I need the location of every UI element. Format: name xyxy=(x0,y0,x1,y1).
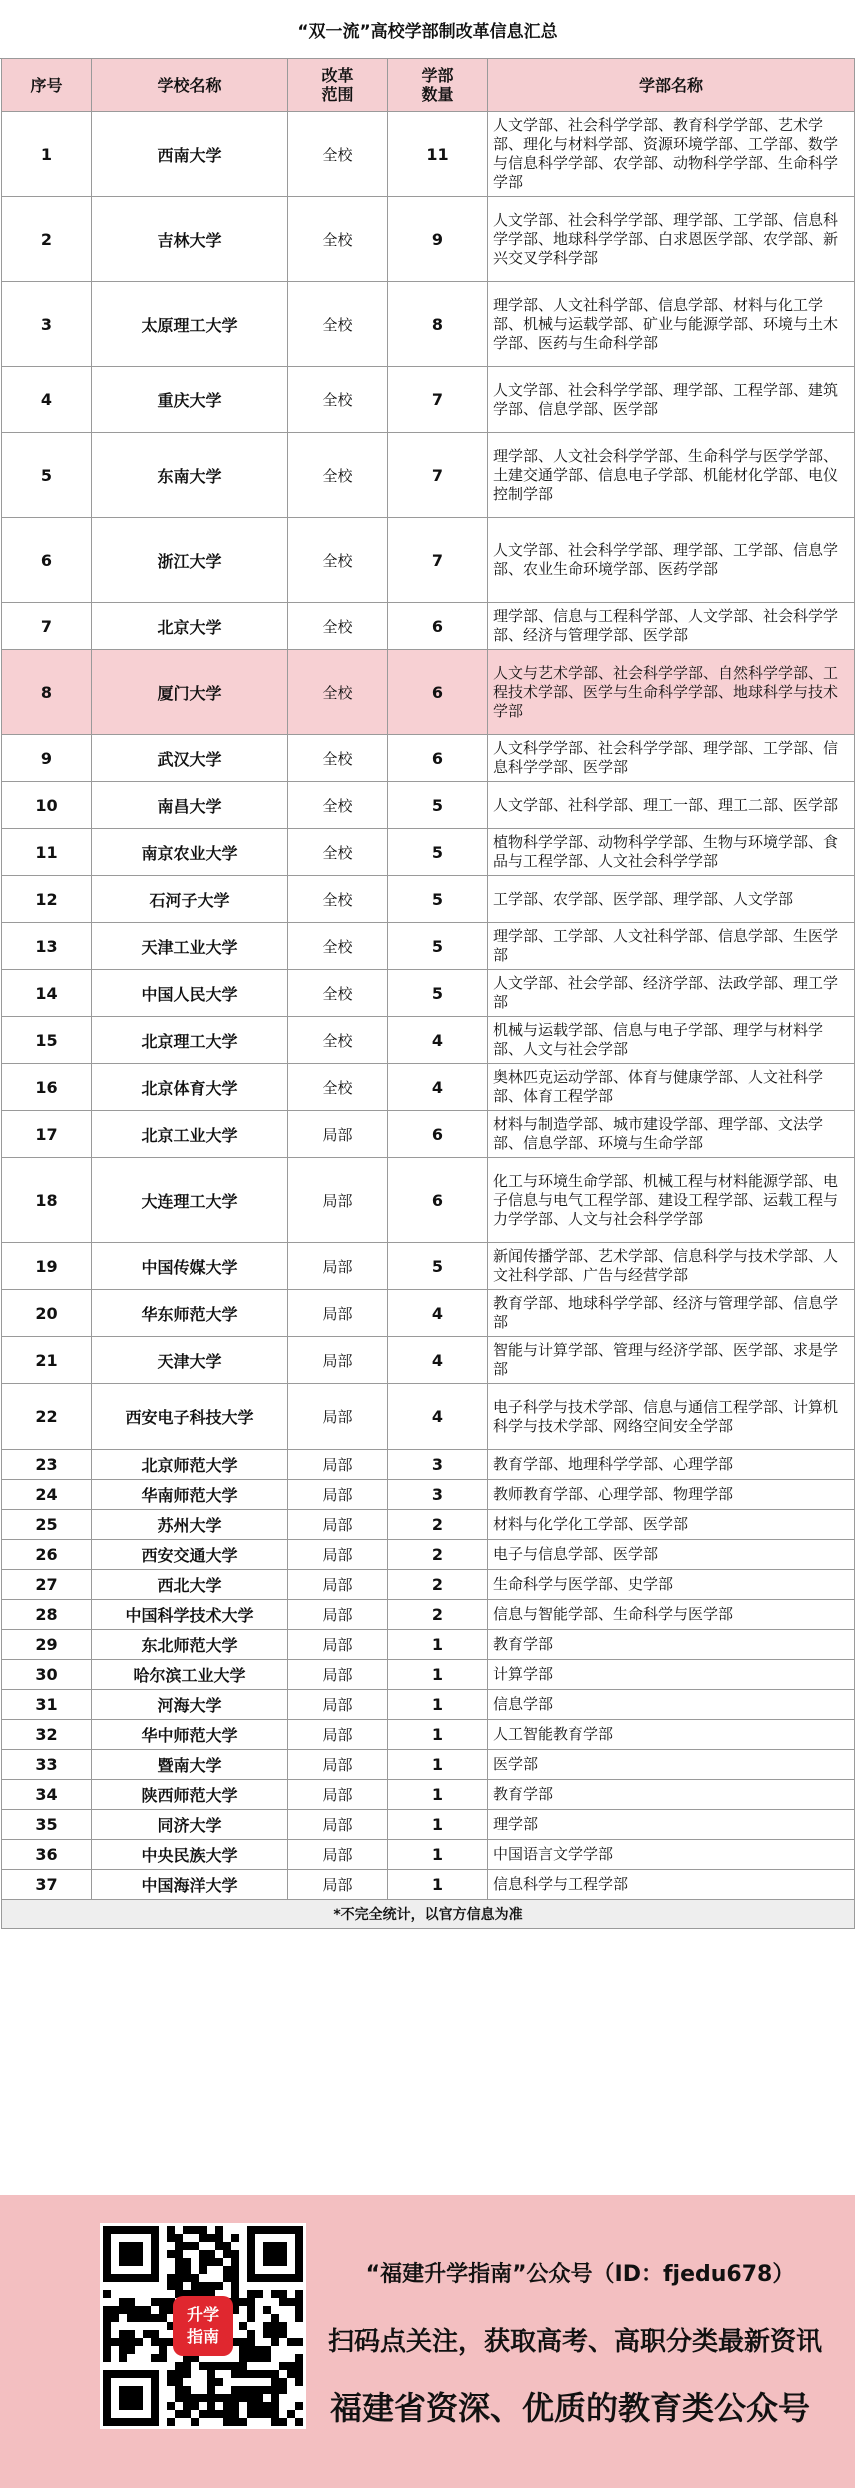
row-number: 34 xyxy=(2,1780,92,1810)
dept-names: 人文学部、社会科学学部、理学部、工学部、信息学部、农业生命环境学部、医药学部 xyxy=(488,518,855,603)
reform-scope: 局部 xyxy=(288,1720,388,1750)
reform-scope: 全校 xyxy=(288,1064,388,1111)
dept-names: 信息与智能学部、生命科学与医学部 xyxy=(488,1600,855,1630)
table-header-row xyxy=(2,59,855,112)
dept-count: 5 xyxy=(388,876,488,923)
school-name: 中国传媒大学 xyxy=(92,1243,288,1290)
row-number: 22 xyxy=(2,1384,92,1450)
row-number: 37 xyxy=(2,1870,92,1900)
dept-names: 机械与运载学部、信息与电子学部、理学与材料学部、人文与社会学部 xyxy=(488,1017,855,1064)
table-row xyxy=(2,197,855,282)
dept-count: 1 xyxy=(388,1780,488,1810)
dept-count: 2 xyxy=(388,1600,488,1630)
reform-scope: 全校 xyxy=(288,112,388,197)
table-row xyxy=(2,1158,855,1243)
table-row xyxy=(2,735,855,782)
dept-count: 9 xyxy=(388,197,488,282)
table-row xyxy=(2,1600,855,1630)
reform-scope: 全校 xyxy=(288,923,388,970)
reform-scope: 全校 xyxy=(288,197,388,282)
dept-names: 新闻传播学部、艺术学部、信息科学与技术学部、人文社科学部、广告与经营学部 xyxy=(488,1243,855,1290)
banner-follow-line: 扫码点关注，获取高考、高职分类最新资讯 xyxy=(327,2327,822,2357)
reform-scope: 局部 xyxy=(288,1480,388,1510)
dept-count: 6 xyxy=(388,603,488,650)
row-number: 25 xyxy=(2,1510,92,1540)
dept-count: 2 xyxy=(388,1570,488,1600)
header-scope-text: 改革范围 xyxy=(321,66,354,104)
row-number: 5 xyxy=(2,433,92,518)
table-row xyxy=(2,112,855,197)
school-name: 太原理工大学 xyxy=(92,282,288,367)
row-number: 29 xyxy=(2,1630,92,1660)
table-row xyxy=(2,1017,855,1064)
dept-count: 4 xyxy=(388,1017,488,1064)
dept-names: 信息科学与工程学部 xyxy=(488,1870,855,1900)
reform-scope: 局部 xyxy=(288,1600,388,1630)
dept-count: 8 xyxy=(388,282,488,367)
table-row xyxy=(2,433,855,518)
row-number: 20 xyxy=(2,1290,92,1337)
dept-count: 1 xyxy=(388,1810,488,1840)
row-number: 14 xyxy=(2,970,92,1017)
dept-names: 信息学部 xyxy=(488,1690,855,1720)
table-row xyxy=(2,1480,855,1510)
table-row xyxy=(2,1780,855,1810)
school-name: 南昌大学 xyxy=(92,782,288,829)
table-row xyxy=(2,1290,855,1337)
dept-names: 教育学部 xyxy=(488,1630,855,1660)
reform-scope: 全校 xyxy=(288,282,388,367)
dept-names: 教师教育学部、心理学部、物理学部 xyxy=(488,1480,855,1510)
reform-scope: 局部 xyxy=(288,1570,388,1600)
school-name: 北京理工大学 xyxy=(92,1017,288,1064)
reform-scope: 局部 xyxy=(288,1243,388,1290)
dept-names: 理学部、工学部、人文社科学部、信息学部、生医学部 xyxy=(488,923,855,970)
row-number: 16 xyxy=(2,1064,92,1111)
row-number: 8 xyxy=(2,650,92,735)
dept-names: 理学部 xyxy=(488,1810,855,1840)
school-name: 天津工业大学 xyxy=(92,923,288,970)
school-name: 西南大学 xyxy=(92,112,288,197)
school-name: 西安电子科技大学 xyxy=(92,1384,288,1450)
table-row xyxy=(2,650,855,735)
dept-names: 工学部、农学部、医学部、理学部、人文学部 xyxy=(488,876,855,923)
row-number: 21 xyxy=(2,1337,92,1384)
row-number: 4 xyxy=(2,367,92,433)
dept-count: 4 xyxy=(388,1290,488,1337)
dept-count: 3 xyxy=(388,1450,488,1480)
table-row xyxy=(2,1540,855,1570)
banner-account-line: “福建升学指南”公众号（ID：fjedu678） xyxy=(365,2262,795,2287)
dept-count: 4 xyxy=(388,1337,488,1384)
dept-names: 教育学部 xyxy=(488,1780,855,1810)
table-row xyxy=(2,829,855,876)
header-school: 学校名称 xyxy=(92,59,288,112)
school-name: 东北师范大学 xyxy=(92,1630,288,1660)
school-name: 重庆大学 xyxy=(92,367,288,433)
reform-scope: 全校 xyxy=(288,518,388,603)
school-name: 哈尔滨工业大学 xyxy=(92,1660,288,1690)
row-number: 18 xyxy=(2,1158,92,1243)
school-name: 西北大学 xyxy=(92,1570,288,1600)
header-depts: 学部名称 xyxy=(488,59,855,112)
dept-count: 6 xyxy=(388,735,488,782)
school-name: 苏州大学 xyxy=(92,1510,288,1540)
school-name: 中国海洋大学 xyxy=(92,1870,288,1900)
table-row xyxy=(2,1384,855,1450)
reform-scope: 局部 xyxy=(288,1690,388,1720)
table-row xyxy=(2,1630,855,1660)
school-name: 大连理工大学 xyxy=(92,1158,288,1243)
dept-count: 5 xyxy=(388,829,488,876)
school-name: 陕西师范大学 xyxy=(92,1780,288,1810)
qr-badge-line1: 升学 xyxy=(186,2305,219,2324)
dept-count: 7 xyxy=(388,367,488,433)
reform-scope: 局部 xyxy=(288,1630,388,1660)
table-row xyxy=(2,876,855,923)
reform-scope: 局部 xyxy=(288,1750,388,1780)
table-row xyxy=(2,1840,855,1870)
reform-scope: 局部 xyxy=(288,1540,388,1570)
dept-names: 教育学部、地理科学学部、心理学部 xyxy=(488,1450,855,1480)
reform-scope: 局部 xyxy=(288,1158,388,1243)
dept-names: 奥林匹克运动学部、体育与健康学部、人文社科学部、体育工程学部 xyxy=(488,1064,855,1111)
row-number: 33 xyxy=(2,1750,92,1780)
table-row xyxy=(2,1243,855,1290)
reform-scope: 全校 xyxy=(288,735,388,782)
dept-names: 植物科学学部、动物科学学部、生物与环境学部、食品与工程学部、人文社会科学学部 xyxy=(488,829,855,876)
table-row xyxy=(2,282,855,367)
school-name: 华南师范大学 xyxy=(92,1480,288,1510)
dept-names: 计算学部 xyxy=(488,1660,855,1690)
dept-names: 人文学部、社会科学学部、理学部、工学部、信息科学学部、地球科学学部、白求恩医学部、农学部、新兴交叉学科学部 xyxy=(488,197,855,282)
reform-scope: 全校 xyxy=(288,876,388,923)
reform-scope: 局部 xyxy=(288,1111,388,1158)
school-name: 华东师范大学 xyxy=(92,1290,288,1337)
school-name: 浙江大学 xyxy=(92,518,288,603)
table-row xyxy=(2,1450,855,1480)
dept-names: 电子与信息学部、医学部 xyxy=(488,1540,855,1570)
row-number: 35 xyxy=(2,1810,92,1840)
reform-scope: 局部 xyxy=(288,1870,388,1900)
row-number: 3 xyxy=(2,282,92,367)
dept-names: 生命科学与医学部、史学部 xyxy=(488,1570,855,1600)
reform-scope: 局部 xyxy=(288,1510,388,1540)
school-name: 武汉大学 xyxy=(92,735,288,782)
dept-names: 人文学部、社会学部、经济学部、法政学部、理工学部 xyxy=(488,970,855,1017)
dept-count: 7 xyxy=(388,433,488,518)
reform-scope: 全校 xyxy=(288,650,388,735)
reform-scope: 局部 xyxy=(288,1384,388,1450)
reform-scope: 局部 xyxy=(288,1810,388,1840)
row-number: 10 xyxy=(2,782,92,829)
school-name: 中国人民大学 xyxy=(92,970,288,1017)
row-number: 31 xyxy=(2,1690,92,1720)
table-row xyxy=(2,1870,855,1900)
reform-scope: 局部 xyxy=(288,1660,388,1690)
table-row xyxy=(2,1570,855,1600)
dept-names: 人工智能教育学部 xyxy=(488,1720,855,1750)
table-row xyxy=(2,518,855,603)
school-name: 西安交通大学 xyxy=(92,1540,288,1570)
dept-names: 教育学部、地球科学学部、经济与管理学部、信息学部 xyxy=(488,1290,855,1337)
school-name: 南京农业大学 xyxy=(92,829,288,876)
school-name: 北京体育大学 xyxy=(92,1064,288,1111)
reform-scope: 全校 xyxy=(288,1017,388,1064)
header-count xyxy=(388,59,488,112)
row-number: 19 xyxy=(2,1243,92,1290)
school-name: 天津大学 xyxy=(92,1337,288,1384)
reform-scope: 全校 xyxy=(288,829,388,876)
dept-count: 6 xyxy=(388,650,488,735)
school-name: 东南大学 xyxy=(92,433,288,518)
row-number: 13 xyxy=(2,923,92,970)
dept-names: 材料与化学化工学部、医学部 xyxy=(488,1510,855,1540)
row-number: 11 xyxy=(2,829,92,876)
table-row xyxy=(2,1111,855,1158)
dept-names: 人文学部、社会科学学部、理学部、工程学部、建筑学部、信息学部、医学部 xyxy=(488,367,855,433)
row-number: 6 xyxy=(2,518,92,603)
row-number: 28 xyxy=(2,1600,92,1630)
dept-count: 5 xyxy=(388,1243,488,1290)
row-number: 32 xyxy=(2,1720,92,1750)
row-number: 30 xyxy=(2,1660,92,1690)
dept-count: 1 xyxy=(388,1840,488,1870)
dept-count: 1 xyxy=(388,1720,488,1750)
dept-names: 中国语言文学学部 xyxy=(488,1840,855,1870)
dept-count: 5 xyxy=(388,970,488,1017)
reform-scope: 全校 xyxy=(288,367,388,433)
dept-count: 7 xyxy=(388,518,488,603)
dept-count: 5 xyxy=(388,923,488,970)
dept-names: 化工与环境生命学部、机械工程与材料能源学部、电子信息与电气工程学部、建设工程学部、运载工程与力学学部、人文与社会科学学部 xyxy=(488,1158,855,1243)
dept-names: 材料与制造学部、城市建设学部、理学部、文法学部、信息学部、环境与生命学部 xyxy=(488,1111,855,1158)
dept-count: 6 xyxy=(388,1158,488,1243)
reform-scope: 全校 xyxy=(288,782,388,829)
school-name: 厦门大学 xyxy=(92,650,288,735)
row-number: 1 xyxy=(2,112,92,197)
footnote: *不完全统计，以官方信息为准 xyxy=(2,1900,855,1929)
dept-names: 人文与艺术学部、社会科学学部、自然科学学部、工程技术学部、医学与生命科学学部、地球科学与技术学部 xyxy=(488,650,855,735)
dept-names: 理学部、人文社科学部、信息学部、材料与化工学部、机械与运载学部、矿业与能源学部、环境与土木学部、医药与生命科学部 xyxy=(488,282,855,367)
school-name: 暨南大学 xyxy=(92,1750,288,1780)
row-number: 26 xyxy=(2,1540,92,1570)
table-row xyxy=(2,1810,855,1840)
table-row xyxy=(2,923,855,970)
qr-code-icon[interactable] xyxy=(100,2223,306,2429)
reform-scope: 全校 xyxy=(288,970,388,1017)
dept-count: 1 xyxy=(388,1660,488,1690)
row-number: 9 xyxy=(2,735,92,782)
dept-count: 1 xyxy=(388,1630,488,1660)
school-name: 华中师范大学 xyxy=(92,1720,288,1750)
header-num: 序号 xyxy=(2,59,92,112)
dept-names: 理学部、人文社会科学学部、生命科学与医学学部、土建交通学部、信息电子学部、机能材化学部、电仪控制学部 xyxy=(488,433,855,518)
table-row xyxy=(2,782,855,829)
footnote-row xyxy=(2,1900,855,1929)
qr-badge-line2: 指南 xyxy=(186,2327,219,2346)
dept-count: 2 xyxy=(388,1540,488,1570)
school-name: 河海大学 xyxy=(92,1690,288,1720)
table-row xyxy=(2,1720,855,1750)
dept-names: 人文学部、社会科学学部、教育科学学部、艺术学部、理化与材料学部、资源环境学部、工学部、数学与信息科学学部、农学部、动物科学学部、生命科学学部 xyxy=(488,112,855,197)
school-name: 中央民族大学 xyxy=(92,1840,288,1870)
dept-names: 人文科学学部、社会科学学部、理学部、工学部、信息科学学部、医学部 xyxy=(488,735,855,782)
dept-names: 医学部 xyxy=(488,1750,855,1780)
reform-scope: 全校 xyxy=(288,433,388,518)
row-number: 17 xyxy=(2,1111,92,1158)
table-row xyxy=(2,1690,855,1720)
school-name: 中国科学技术大学 xyxy=(92,1600,288,1630)
table-row xyxy=(2,1510,855,1540)
reform-scope: 局部 xyxy=(288,1780,388,1810)
row-number: 2 xyxy=(2,197,92,282)
banner-tagline: 福建省资深、优质的教育类公众号 xyxy=(329,2389,810,2427)
dept-names: 智能与计算学部、管理与经济学部、医学部、求是学部 xyxy=(488,1337,855,1384)
school-name: 北京工业大学 xyxy=(92,1111,288,1158)
dept-count: 5 xyxy=(388,782,488,829)
dept-count: 3 xyxy=(388,1480,488,1510)
page-title: “双一流”高校学部制改革信息汇总 xyxy=(0,0,855,59)
row-number: 7 xyxy=(2,603,92,650)
dept-names: 电子科学与技术学部、信息与通信工程学部、计算机科学与技术学部、网络空间安全学部 xyxy=(488,1384,855,1450)
reform-table xyxy=(1,58,855,1929)
reform-scope: 局部 xyxy=(288,1840,388,1870)
table-body xyxy=(2,112,855,1900)
school-name: 北京大学 xyxy=(92,603,288,650)
dept-count: 4 xyxy=(388,1064,488,1111)
dept-count: 4 xyxy=(388,1384,488,1450)
school-name: 石河子大学 xyxy=(92,876,288,923)
table-row xyxy=(2,367,855,433)
table-row xyxy=(2,1660,855,1690)
row-number: 23 xyxy=(2,1450,92,1480)
dept-count: 1 xyxy=(388,1750,488,1780)
dept-count: 6 xyxy=(388,1111,488,1158)
dept-count: 1 xyxy=(388,1690,488,1720)
row-number: 12 xyxy=(2,876,92,923)
table-row xyxy=(2,1064,855,1111)
row-number: 15 xyxy=(2,1017,92,1064)
reform-scope: 局部 xyxy=(288,1290,388,1337)
school-name: 同济大学 xyxy=(92,1810,288,1840)
reform-scope: 局部 xyxy=(288,1337,388,1384)
dept-count: 11 xyxy=(388,112,488,197)
table-row xyxy=(2,1337,855,1384)
reform-scope: 全校 xyxy=(288,603,388,650)
reform-scope: 局部 xyxy=(288,1450,388,1480)
dept-names: 理学部、信息与工程科学部、人文学部、社会科学学部、经济与管理学部、医学部 xyxy=(488,603,855,650)
promo-banner xyxy=(0,2195,855,2488)
school-name: 北京师范大学 xyxy=(92,1450,288,1480)
header-count-text: 学部数量 xyxy=(421,66,454,104)
table-row xyxy=(2,970,855,1017)
table-row xyxy=(2,1750,855,1780)
table-row xyxy=(2,603,855,650)
dept-names: 人文学部、社科学部、理工一部、理工二部、医学部 xyxy=(488,782,855,829)
row-number: 36 xyxy=(2,1840,92,1870)
row-number: 24 xyxy=(2,1480,92,1510)
school-name: 吉林大学 xyxy=(92,197,288,282)
row-number: 27 xyxy=(2,1570,92,1600)
dept-count: 1 xyxy=(388,1870,488,1900)
header-scope xyxy=(288,59,388,112)
dept-count: 2 xyxy=(388,1510,488,1540)
qr-logo-badge xyxy=(173,2296,233,2356)
